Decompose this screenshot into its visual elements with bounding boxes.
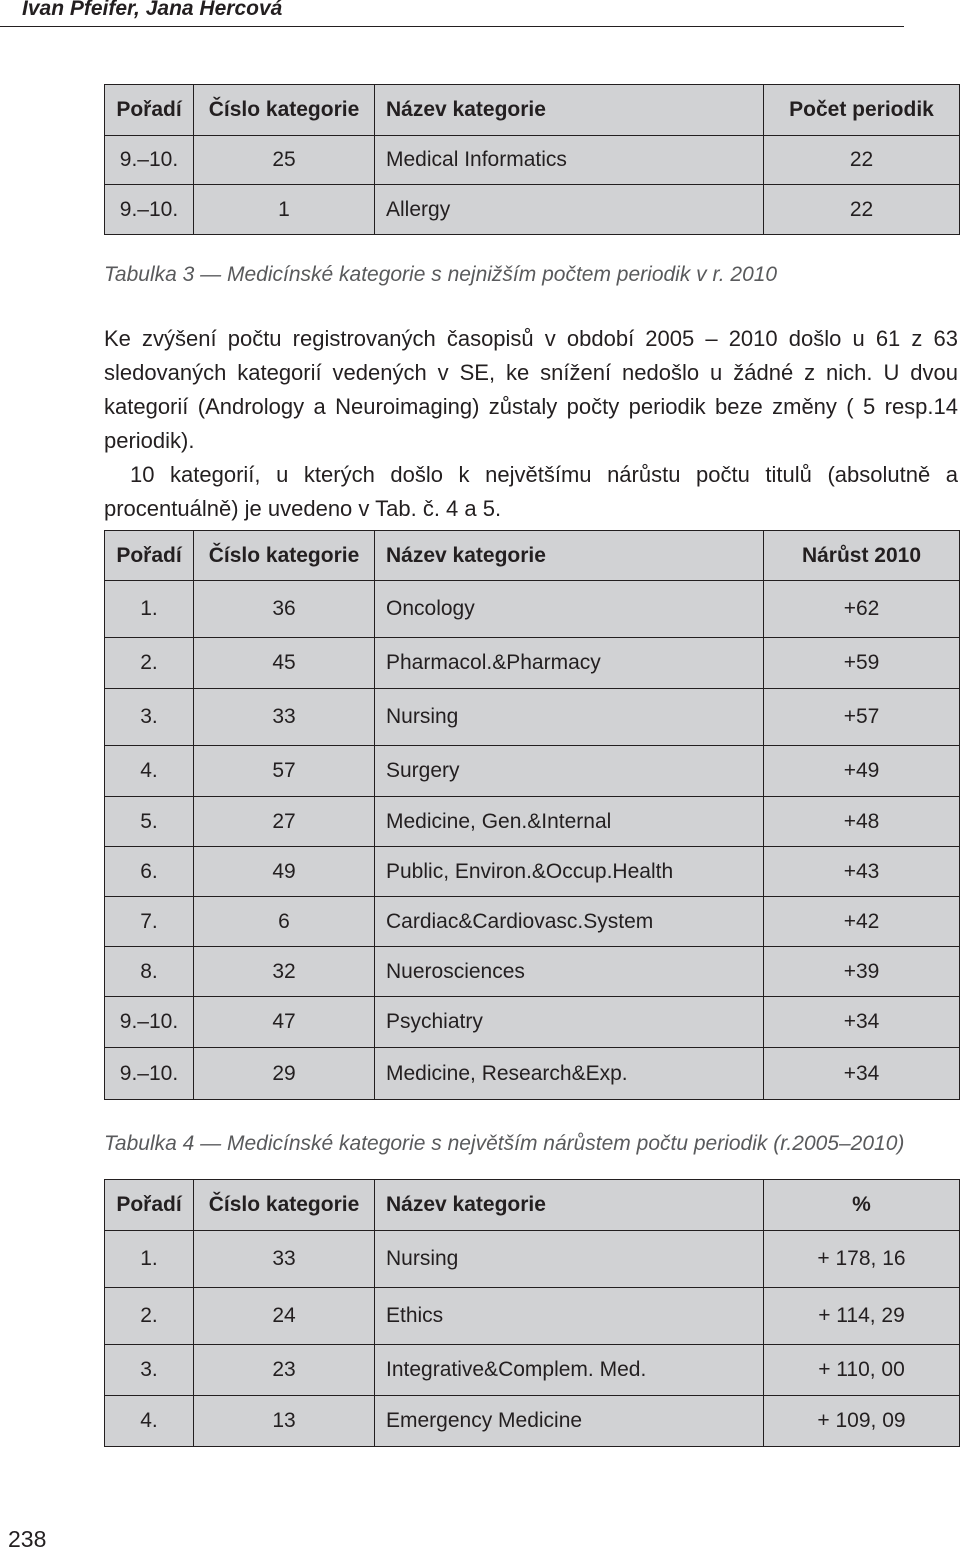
cell-category-number: 1	[194, 185, 375, 235]
cell-rank: 5.	[105, 797, 194, 847]
header-poradi: Pořadí	[105, 531, 194, 581]
cell-value: +39	[764, 947, 960, 997]
cell-rank: 9.–10.	[105, 997, 194, 1048]
table-header-row	[105, 85, 960, 136]
table-row	[105, 847, 960, 897]
cell-value: +48	[764, 797, 960, 847]
cell-rank: 9.–10.	[105, 185, 194, 235]
cell-value: + 110, 00	[764, 1345, 960, 1396]
cell-category-name: Pharmacol.&Pharmacy	[375, 638, 764, 689]
cell-category-number: 29	[194, 1048, 375, 1100]
cell-rank: 7.	[105, 897, 194, 947]
page-number: 238	[8, 1526, 47, 1552]
header-narust-2010: Nárůst 2010	[764, 531, 960, 581]
cell-category-name: Integrative&Complem. Med.	[375, 1345, 764, 1396]
header-percent: %	[764, 1180, 960, 1231]
cell-category-name: Psychiatry	[375, 997, 764, 1048]
table-row	[105, 1396, 960, 1447]
cell-category-number: 33	[194, 689, 375, 746]
header-nazev-kategorie: Název kategorie	[375, 85, 764, 136]
cell-value: +49	[764, 746, 960, 797]
table-row	[105, 1231, 960, 1288]
cell-category-number: 25	[194, 136, 375, 185]
paragraph: Ke zvýšení počtu registrovaných časopisů v období 2005 – 2010 došlo u 61 z 63 sledovaných kategorií vedených v SE, ke snížení nedošlo u žádné z nich. U dvou kategorií (Andrology a Neuroimaging) zůstaly počty periodik beze změny ( 5 resp.14 periodik).	[104, 326, 958, 453]
table-row	[105, 1288, 960, 1345]
cell-category-name: Allergy	[375, 185, 764, 235]
cell-value: +43	[764, 847, 960, 897]
header-poradi: Pořadí	[105, 1180, 194, 1231]
header-poradi: Pořadí	[105, 85, 194, 136]
table-header-row	[105, 1180, 960, 1231]
cell-rank: 9.–10.	[105, 1048, 194, 1100]
table-4	[104, 530, 960, 1100]
cell-category-name: Nuerosciences	[375, 947, 764, 997]
cell-value: +62	[764, 581, 960, 638]
header-nazev-kategorie: Název kategorie	[375, 1180, 764, 1231]
cell-rank: 2.	[105, 638, 194, 689]
cell-category-name: Public, Environ.&Occup.Health	[375, 847, 764, 897]
cell-category-name: Cardiac&Cardiovasc.System	[375, 897, 764, 947]
cell-rank: 9.–10.	[105, 136, 194, 185]
table-4-caption: Tabulka 4 — Medicínské kategorie s největším nárůstem počtu periodik (r.2005–2010)	[104, 1132, 905, 1155]
table-row	[105, 689, 960, 746]
cell-rank: 4.	[105, 746, 194, 797]
cell-category-number: 36	[194, 581, 375, 638]
cell-category-number: 24	[194, 1288, 375, 1345]
table-row	[105, 136, 960, 185]
cell-category-number: 27	[194, 797, 375, 847]
table-row	[105, 797, 960, 847]
cell-rank: 1.	[105, 581, 194, 638]
cell-category-number: 57	[194, 746, 375, 797]
cell-category-name: Emergency Medicine	[375, 1396, 764, 1447]
table-row	[105, 897, 960, 947]
cell-category-number: 23	[194, 1345, 375, 1396]
cell-category-name: Oncology	[375, 581, 764, 638]
cell-category-name: Medicine, Gen.&Internal	[375, 797, 764, 847]
table-row	[105, 185, 960, 235]
cell-value: + 109, 09	[764, 1396, 960, 1447]
cell-category-number: 47	[194, 997, 375, 1048]
cell-category-name: Nursing	[375, 689, 764, 746]
cell-value: +57	[764, 689, 960, 746]
cell-value: 22	[764, 136, 960, 185]
cell-rank: 1.	[105, 1231, 194, 1288]
cell-category-name: Ethics	[375, 1288, 764, 1345]
header-cislo-kategorie: Číslo kategorie	[194, 85, 375, 136]
cell-value: +42	[764, 897, 960, 947]
header-cislo-kategorie: Číslo kategorie	[194, 531, 375, 581]
table-5	[104, 1179, 960, 1447]
cell-category-number: 6	[194, 897, 375, 947]
cell-rank: 8.	[105, 947, 194, 997]
cell-category-name: Medicine, Research&Exp.	[375, 1048, 764, 1100]
table-row	[105, 581, 960, 638]
cell-value: +34	[764, 997, 960, 1048]
cell-value: +59	[764, 638, 960, 689]
running-head: Ivan Pfeifer, Jana Hercová	[22, 0, 283, 20]
cell-value: + 178, 16	[764, 1231, 960, 1288]
table-row	[105, 1048, 960, 1100]
cell-rank: 4.	[105, 1396, 194, 1447]
cell-value: 22	[764, 185, 960, 235]
cell-rank: 2.	[105, 1288, 194, 1345]
table-row	[105, 1345, 960, 1396]
cell-category-name: Nursing	[375, 1231, 764, 1288]
table-row	[105, 947, 960, 997]
header-rule	[0, 26, 904, 27]
cell-category-number: 49	[194, 847, 375, 897]
cell-rank: 3.	[105, 1345, 194, 1396]
table-row	[105, 638, 960, 689]
cell-category-name: Medical Informatics	[375, 136, 764, 185]
cell-category-name: Surgery	[375, 746, 764, 797]
cell-category-number: 13	[194, 1396, 375, 1447]
table-3	[104, 84, 960, 235]
header-cislo-kategorie: Číslo kategorie	[194, 1180, 375, 1231]
header-pocet-periodik: Počet periodik	[764, 85, 960, 136]
table-header-row	[105, 531, 960, 581]
paragraph: 10 kategorií, u kterých došlo k největšímu nárůstu počtu titulů (absolutně a procentuálně) je uvedeno v Tab. č. 4 a 5.	[104, 462, 958, 521]
table-row	[105, 997, 960, 1048]
cell-category-number: 33	[194, 1231, 375, 1288]
table-row	[105, 746, 960, 797]
cell-category-number: 32	[194, 947, 375, 997]
cell-rank: 6.	[105, 847, 194, 897]
cell-category-number: 45	[194, 638, 375, 689]
cell-value: +34	[764, 1048, 960, 1100]
header-nazev-kategorie: Název kategorie	[375, 531, 764, 581]
cell-rank: 3.	[105, 689, 194, 746]
body-text	[104, 322, 958, 526]
cell-value: + 114, 29	[764, 1288, 960, 1345]
table-3-caption: Tabulka 3 — Medicínské kategorie s nejnižším počtem periodik v r. 2010	[104, 263, 778, 286]
